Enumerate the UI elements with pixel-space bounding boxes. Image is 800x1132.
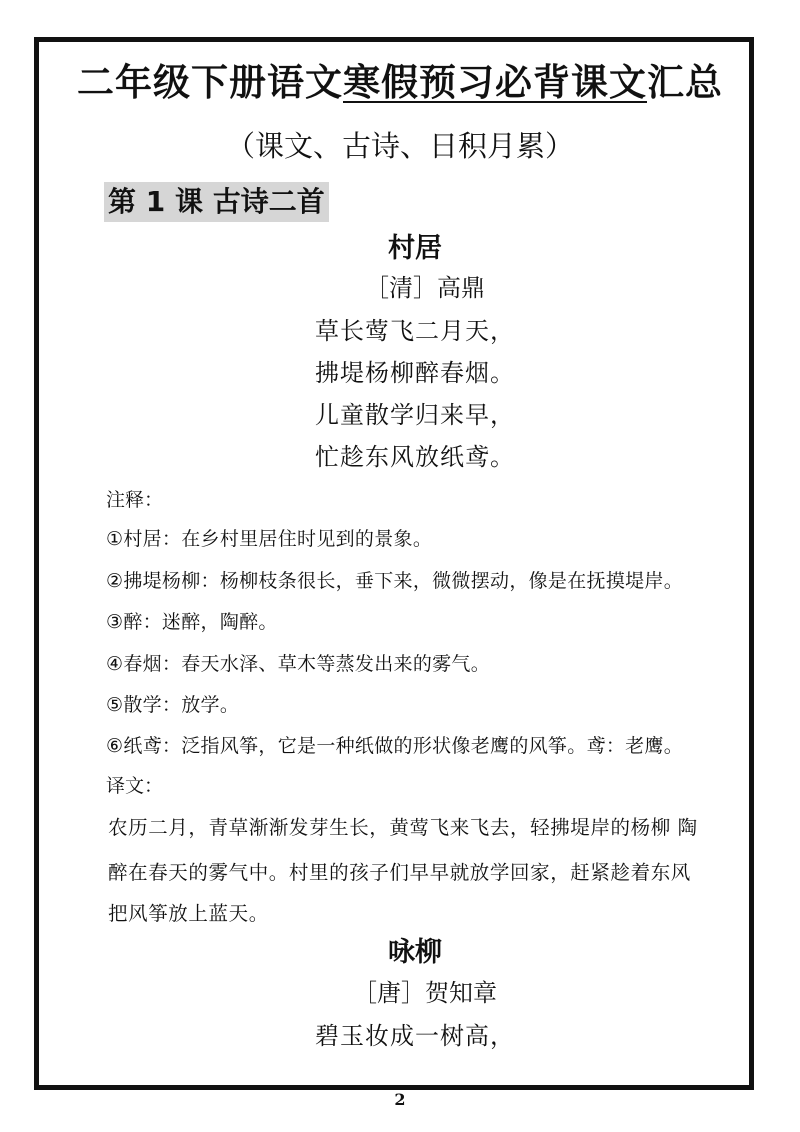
title-part-2: 寒假预习必背课文 xyxy=(343,61,647,104)
title-part-1: 二年级下册语文 xyxy=(77,61,343,104)
page-number: 2 xyxy=(394,1090,406,1109)
poem-title: 咏柳 xyxy=(388,937,442,968)
translation-line: 醉在春天的雾气中。村里的孩子们早早就放学回家，赶紧趁着东风 xyxy=(108,861,691,884)
poem-author: ［清］高鼎 xyxy=(365,274,485,302)
poem-line: 儿童散学归来早， xyxy=(315,401,515,429)
note-item: ②拂堤杨柳：杨柳枝条很长，垂下来，微微摆动，像是在抚摸堤岸。 xyxy=(106,570,684,592)
translation-label: 译文： xyxy=(106,775,164,797)
note-item: ③醉：迷醉，陶醉。 xyxy=(106,611,278,633)
lesson-heading: 第 1 课 古诗二首 xyxy=(104,182,329,222)
poem-line: 忙趁东风放纸鸢。 xyxy=(315,443,515,471)
page-title xyxy=(0,52,800,106)
poem-line: 拂堤杨柳醉春烟。 xyxy=(315,359,515,387)
translation-line: 把风筝放上蓝天。 xyxy=(108,902,269,925)
page-subtitle: （课文、古诗、日积月累） xyxy=(225,129,574,163)
note-item: ④春烟：春天水泽、草木等蒸发出来的雾气。 xyxy=(106,653,491,675)
notes-label: 注释： xyxy=(106,489,164,511)
note-item: ①村居：在乡村里居住时见到的景象。 xyxy=(106,528,433,550)
translation-line: 农历二月，青草渐渐发芽生长，黄莺飞来飞去，轻拂堤岸的杨柳 陶 xyxy=(108,816,698,839)
poem-line: 碧玉妆成一树高， xyxy=(315,1022,515,1050)
note-item: ⑤散学：放学。 xyxy=(106,694,240,716)
title-part-3: 汇总 xyxy=(647,61,723,104)
poem-author: ［唐］贺知章 xyxy=(353,979,497,1007)
note-item: ⑥纸鸢：泛指风筝，它是一种纸做的形状像老鹰的风筝。鸢：老鹰。 xyxy=(106,735,684,757)
poem-line: 草长莺飞二月天， xyxy=(315,317,515,345)
poem-title: 村居 xyxy=(388,233,442,264)
